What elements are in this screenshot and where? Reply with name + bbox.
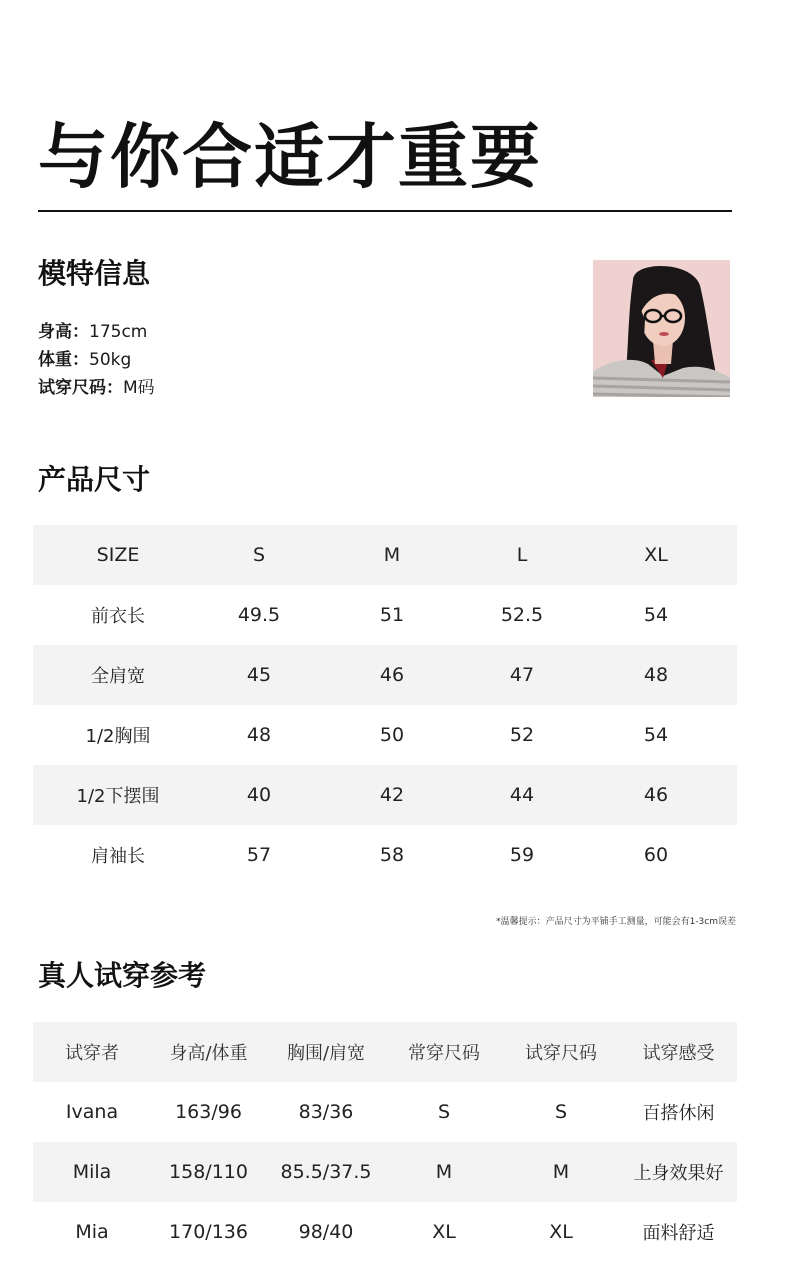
page-title: 与你合适才重要	[38, 116, 542, 198]
table-row	[33, 705, 737, 765]
row-label: 肩袖长	[91, 846, 145, 867]
model-portrait-image	[593, 260, 730, 397]
table-cell: XL	[549, 1221, 573, 1243]
table-cell: 158/110	[151, 1142, 266, 1202]
table-cell: 46	[315, 645, 469, 705]
table-cell: 52.5	[500, 604, 544, 626]
table-row	[33, 1082, 737, 1142]
size-header-cell: SIZE	[33, 525, 203, 585]
table-cell: 百搭休闲	[642, 1103, 715, 1124]
tryon-header-cell: 常穿尺码	[386, 1022, 502, 1082]
tester-name: Mia	[75, 1221, 109, 1243]
tryon-header-cell: 身高/体重	[151, 1022, 266, 1082]
table-cell: XL	[432, 1221, 456, 1243]
table-cell: 60	[643, 844, 669, 866]
table-cell: 40	[203, 765, 315, 825]
row-label: 全肩宽	[33, 645, 203, 705]
table-cell: 上身效果好	[620, 1142, 737, 1202]
tryon-header-cell: 试穿感受	[620, 1022, 737, 1082]
model-size-label: 试穿尺码：	[38, 378, 123, 398]
table-cell: 85.5/37.5	[266, 1142, 386, 1202]
row-label: 前衣长	[91, 606, 145, 627]
table-cell: 50	[379, 724, 405, 746]
table-cell: 54	[643, 604, 669, 626]
table-cell: 48	[246, 724, 272, 746]
model-info	[38, 318, 155, 402]
size-table-header	[33, 525, 737, 585]
model-section-title: 模特信息	[38, 257, 151, 290]
table-cell: 面料舒适	[642, 1223, 715, 1244]
model-weight-row	[38, 346, 155, 374]
size-section-title: 产品尺寸	[38, 463, 151, 496]
row-label: 1/2胸围	[85, 726, 151, 747]
tryon-section-title: 真人试穿参考	[38, 959, 207, 992]
table-cell: 57	[246, 844, 272, 866]
table-cell: 47	[469, 645, 575, 705]
table-cell: 49.5	[237, 604, 281, 626]
tryon-table-header	[33, 1022, 737, 1082]
tryon-table	[33, 1022, 737, 1262]
table-row	[33, 645, 737, 705]
table-cell: 42	[315, 765, 469, 825]
table-cell: 170/136	[169, 1221, 248, 1243]
model-size-row	[38, 374, 155, 402]
model-height-label: 身高：	[38, 322, 89, 342]
table-cell: 52	[509, 724, 535, 746]
table-cell: 59	[509, 844, 535, 866]
table-cell: M	[502, 1142, 620, 1202]
table-row	[33, 585, 737, 645]
size-header-cell: L	[469, 525, 575, 585]
row-label: 1/2下摆围	[33, 765, 203, 825]
table-cell: M	[386, 1142, 502, 1202]
model-size-value: M码	[123, 378, 155, 398]
table-cell: 54	[643, 724, 669, 746]
table-cell: 163/96	[175, 1101, 242, 1123]
table-cell: 58	[379, 844, 405, 866]
table-row	[33, 1202, 737, 1262]
table-cell: 51	[379, 604, 405, 626]
tester-name: Ivana	[65, 1101, 119, 1123]
table-cell: 44	[469, 765, 575, 825]
size-header-cell: S	[203, 525, 315, 585]
title-divider	[38, 210, 732, 212]
table-row	[33, 825, 737, 885]
table-cell: 48	[575, 645, 737, 705]
table-cell: 46	[575, 765, 737, 825]
size-header-cell: XL	[575, 525, 737, 585]
table-cell: 45	[203, 645, 315, 705]
model-photo	[593, 260, 730, 397]
table-cell: S	[554, 1101, 568, 1123]
model-weight-label: 体重：	[38, 350, 89, 370]
table-row	[33, 1142, 737, 1202]
tryon-header-cell: 试穿者	[33, 1022, 151, 1082]
tryon-header-cell: 胸围/肩宽	[266, 1022, 386, 1082]
size-header-cell: M	[315, 525, 469, 585]
tryon-header-cell: 试穿尺码	[502, 1022, 620, 1082]
model-height-row	[38, 318, 155, 346]
table-cell: 98/40	[298, 1221, 354, 1243]
tester-name: Mila	[33, 1142, 151, 1202]
model-height-value: 175cm	[89, 322, 148, 342]
model-weight-value: 50kg	[89, 350, 132, 370]
table-row	[33, 765, 737, 825]
measurement-note: *温馨提示：产品尺寸为平铺手工测量，可能会有1-3cm误差	[496, 917, 736, 927]
table-cell: S	[437, 1101, 451, 1123]
table-cell: 83/36	[298, 1101, 354, 1123]
size-table	[33, 525, 737, 885]
